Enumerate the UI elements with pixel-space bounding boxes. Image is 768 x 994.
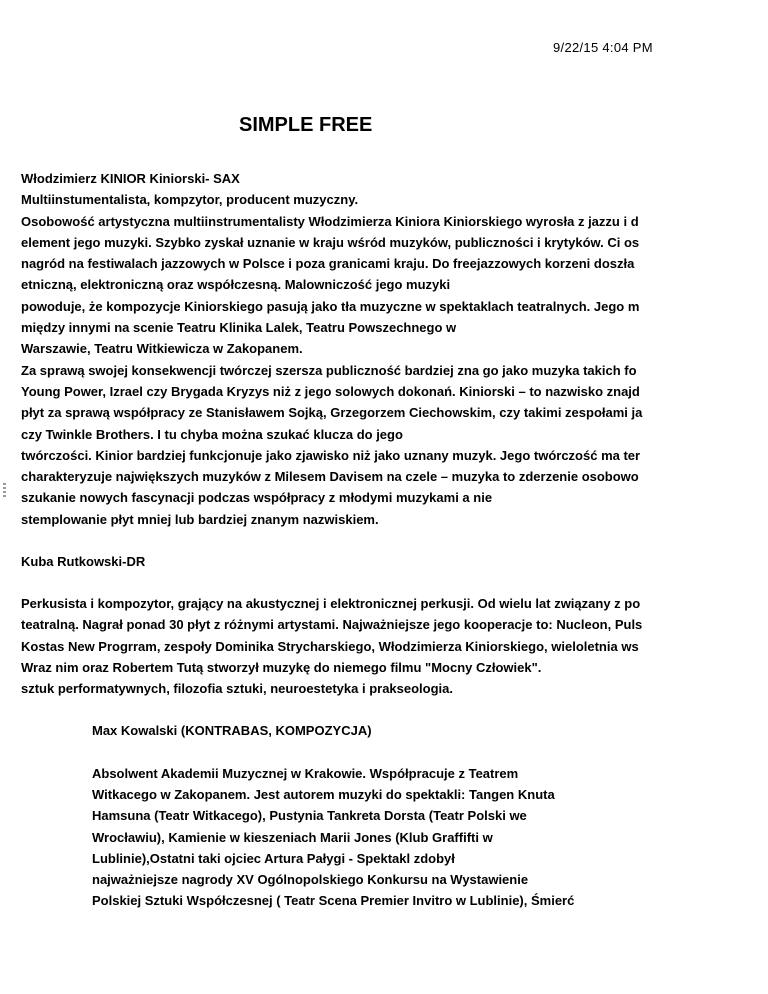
text-line: stemplowanie płyt mniej lub bardziej znanym nazwiskiem. <box>21 511 379 527</box>
text-line: Perkusista i kompozytor, grający na akustycznej i elektronicznej perkusji. Od wielu lat związany z po <box>21 596 641 611</box>
section-max-heading <box>92 720 372 741</box>
section-heading: Kuba Rutkowski-DR <box>21 554 146 569</box>
text-line: Young Power, Izrael czy Brygada Kryzys niż z jego solowych dokonań. Kiniorski – to nazwisko znajd <box>21 383 640 399</box>
text-line: Hamsuna (Teatr Witkacego), Pustynia Tankreta Dorsta (Teatr Polski we <box>92 808 527 824</box>
section-heading: Max Kowalski (KONTRABAS, KOMPOZYCJA) <box>92 723 372 738</box>
text-line: Witkacego w Zakopanem. Jest autorem muzyki do spektakli: Tangen Knuta <box>92 787 555 803</box>
text-line: Włodzimierz KINIOR Kiniorski- SAX <box>21 171 240 186</box>
text-line: sztuk performatywnych, filozofia sztuki, neuroestetyka i prakseologia. <box>21 681 454 697</box>
text-line: etniczną, elektroniczną oraz współczesną. Malowniczość jego muzyki <box>21 277 451 293</box>
text-line: czy Twinkle Brothers. I tu chyba można szukać klucza do jego <box>21 426 403 442</box>
text-line: najważniejsze nagrody XV Ogólnopolskiego Konkursu na Wystawienie <box>92 871 529 887</box>
text-line: Polskiej Sztuki Współczesnej ( Teatr Scena Premier Invitro w Lublinie), Śmierć <box>92 893 575 909</box>
section-kinior <box>21 168 768 530</box>
text-line: teatralną. Nagrał ponad 30 płyt z różnymi artystami. Najważniejsze jego kooperacje to: Nucleon, Puls <box>21 617 643 633</box>
text-line: nagród na festiwalach jazzowych w Polsce i poza granicami kraju. Do freejazzowych korzeni doszła <box>21 256 635 272</box>
text-line: twórczości. Kinior bardziej funkcjonuje jako zjawisko niż jako uznany muzyk. Jego twórczość ma ter <box>21 447 641 463</box>
text-line: szukanie nowych fascynacji podczas współpracy z młodymi muzykami a nie <box>21 490 493 506</box>
section-kuba <box>21 593 768 699</box>
text-line: Lublinie),Ostatni taki ojciec Artura Pałygi - Spektakl zdobył <box>92 850 455 866</box>
text-line: Wraz nim oraz Robertem Tutą stworzył muzykę do niemego filmu "Mocny Człowiek". <box>21 659 542 675</box>
text-line: Warszawie, Teatru Witkiewicza w Zakopanem. <box>21 341 303 357</box>
text-line: powoduje, że kompozycje Kiniorskiego pasują jako tła muzyczne w spektaklach teatralnych. Jego m <box>21 298 640 314</box>
section-kuba-heading <box>21 551 768 572</box>
text-line: Absolwent Akademii Muzycznej w Krakowie. Współpracuje z Teatrem <box>92 766 519 781</box>
text-line: płyt za sprawą współpracy ze Stanisławem Sojką, Grzegorzem Ciechowskim, czy takimi zespołami ja <box>21 405 643 421</box>
text-line: Osobowość artystyczna multiinstrumentalisty Włodzimierza Kiniora Kiniorskiego wyrosła z jazzu i d <box>21 213 639 229</box>
text-line: Wrocławiu), Kamienie w kieszeniach Marii Jones (Klub Graffifti w <box>92 829 493 845</box>
text-line: Multiinstumentalista, kompzytor, producent muzyczny. <box>21 192 359 208</box>
text-line: Kostas New Progrram, zespoły Dominika Strycharskiego, Włodzimierza Kiniorskiego, wieloletnia ws <box>21 638 639 654</box>
text-line: element jego muzyki. Szybko zyskał uznanie w kraju wśród muzyków, publiczności i krytyków. Ci os <box>21 234 640 250</box>
page-title: SIMPLE FREE <box>239 114 373 136</box>
margin-marker <box>3 483 6 497</box>
print-timestamp: 9/22/15 4:04 PM <box>553 40 653 55</box>
text-line: charakteryzuje największych muzyków z Milesem Davisem na czele – muzyka to zderzenie osobowo <box>21 469 639 485</box>
section-max <box>92 763 574 911</box>
text-line: Za sprawą swojej konsekwencji twórczej szersza publiczność bardziej zna go jako muzyka takich fo <box>21 362 637 378</box>
text-line: między innymi na scenie Teatru Klinika Lalek, Teatru Powszechnego w <box>21 320 457 336</box>
